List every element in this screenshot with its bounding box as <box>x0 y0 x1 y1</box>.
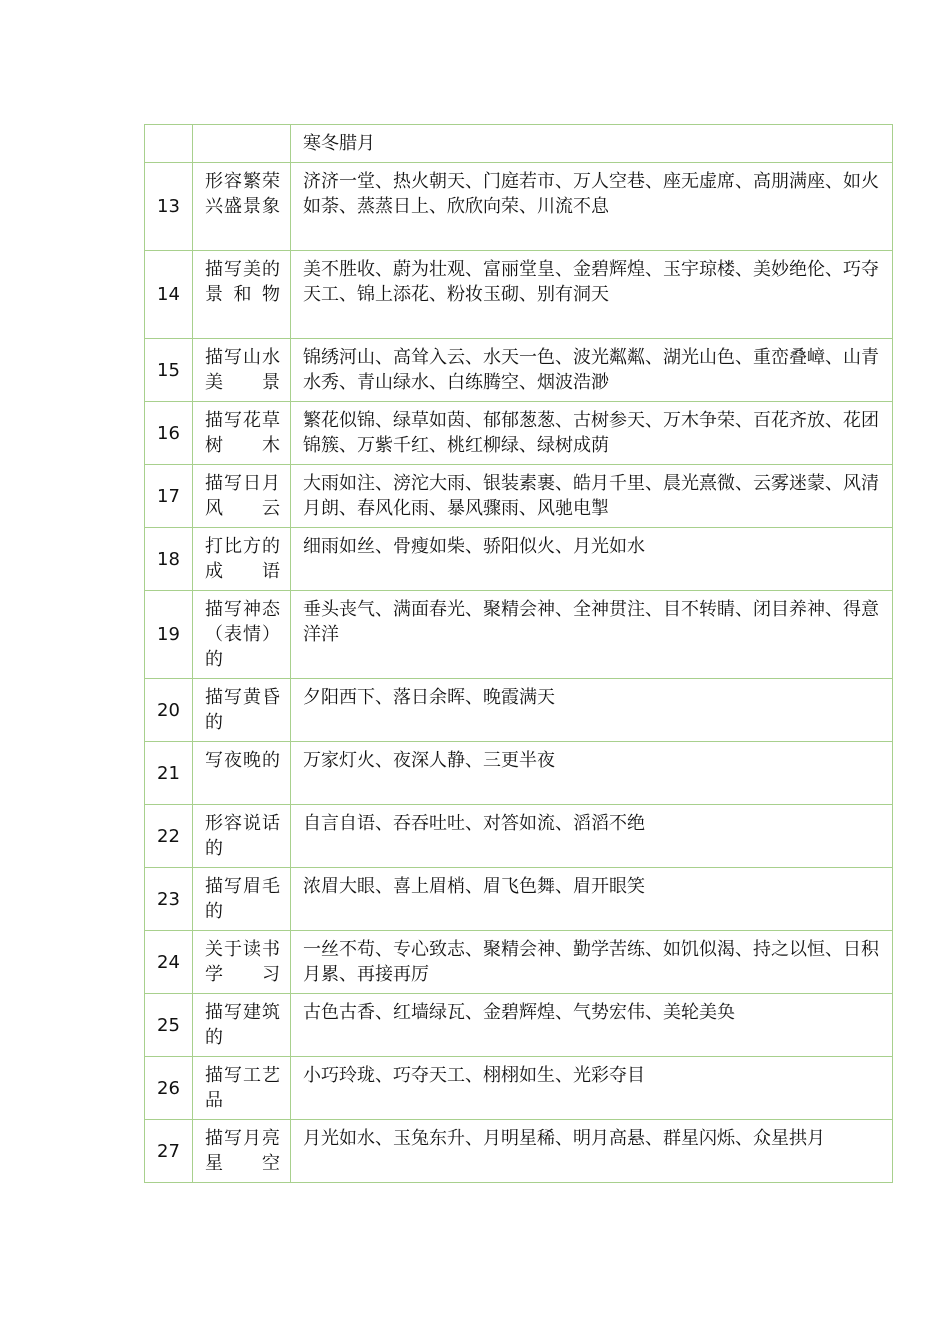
row-category: 描写建筑的 <box>193 994 291 1057</box>
row-content: 济济一堂、热火朝天、门庭若市、万人空巷、座无虚席、高朋满座、如火如荼、蒸蒸日上、欣欣向荣、川流不息 <box>291 163 893 251</box>
row-category: 写夜晚的 <box>193 742 291 805</box>
row-number: 21 <box>145 742 193 805</box>
row-content: 繁花似锦、绿草如茵、郁郁葱葱、古树参天、万木争荣、百花齐放、花团锦簇、万紫千红、桃红柳绿、绿树成荫 <box>291 402 893 465</box>
row-category: 描写山水美景 <box>193 339 291 402</box>
table-row <box>145 1120 893 1183</box>
row-number <box>145 125 193 163</box>
row-number: 17 <box>145 465 193 528</box>
table-row <box>145 994 893 1057</box>
row-content: 小巧玲珑、巧夺天工、栩栩如生、光彩夺目 <box>291 1057 893 1120</box>
table-row <box>145 125 893 163</box>
table-row <box>145 339 893 402</box>
row-content: 锦绣河山、高耸入云、水天一色、波光粼粼、湖光山色、重峦叠嶂、山青水秀、青山绿水、白练腾空、烟波浩渺 <box>291 339 893 402</box>
row-category: 描写花草树木 <box>193 402 291 465</box>
row-content: 古色古香、红墙绿瓦、金碧辉煌、气势宏伟、美轮美奂 <box>291 994 893 1057</box>
row-content: 垂头丧气、满面春光、聚精会神、全神贯注、目不转睛、闭目养神、得意洋洋 <box>291 591 893 679</box>
row-content: 浓眉大眼、喜上眉梢、眉飞色舞、眉开眼笑 <box>291 868 893 931</box>
row-number: 15 <box>145 339 193 402</box>
table-row <box>145 402 893 465</box>
row-category: 描写美的景和物 <box>193 251 291 339</box>
table-row <box>145 591 893 679</box>
row-content: 寒冬腊月 <box>291 125 893 163</box>
table-row <box>145 163 893 251</box>
row-content: 大雨如注、滂沱大雨、银装素裹、皓月千里、晨光熹微、云雾迷蒙、风清月朗、春风化雨、暴风骤雨、风驰电掣 <box>291 465 893 528</box>
row-number: 22 <box>145 805 193 868</box>
row-content: 夕阳西下、落日余晖、晚霞满天 <box>291 679 893 742</box>
row-category <box>193 125 291 163</box>
table-row <box>145 931 893 994</box>
row-category: 描写月亮星空 <box>193 1120 291 1183</box>
table-row <box>145 679 893 742</box>
row-number: 26 <box>145 1057 193 1120</box>
row-content: 自言自语、吞吞吐吐、对答如流、滔滔不绝 <box>291 805 893 868</box>
table-row <box>145 868 893 931</box>
table-row <box>145 251 893 339</box>
row-category: 描写黄昏的 <box>193 679 291 742</box>
row-number: 23 <box>145 868 193 931</box>
row-category: 形容繁荣兴盛景象 <box>193 163 291 251</box>
row-category: 关于读书学习 <box>193 931 291 994</box>
row-category: 描写工艺品 <box>193 1057 291 1120</box>
row-number: 25 <box>145 994 193 1057</box>
row-content: 美不胜收、蔚为壮观、富丽堂皇、金碧辉煌、玉宇琼楼、美妙绝伦、巧夺天工、锦上添花、粉妆玉砌、别有洞天 <box>291 251 893 339</box>
row-category: 描写神态（表情）的 <box>193 591 291 679</box>
table-row <box>145 528 893 591</box>
row-category: 描写眉毛的 <box>193 868 291 931</box>
row-number: 27 <box>145 1120 193 1183</box>
row-number: 20 <box>145 679 193 742</box>
row-category: 描写日月风云 <box>193 465 291 528</box>
table-row <box>145 805 893 868</box>
idiom-table <box>144 124 893 1183</box>
row-category: 形容说话的 <box>193 805 291 868</box>
row-content: 细雨如丝、骨瘦如柴、骄阳似火、月光如水 <box>291 528 893 591</box>
row-number: 13 <box>145 163 193 251</box>
table-row <box>145 1057 893 1120</box>
row-content: 月光如水、玉兔东升、月明星稀、明月高悬、群星闪烁、众星拱月 <box>291 1120 893 1183</box>
row-category: 打比方的成语 <box>193 528 291 591</box>
idiom-table-body <box>145 125 893 1183</box>
table-row <box>145 465 893 528</box>
row-content: 一丝不苟、专心致志、聚精会神、勤学苦练、如饥似渴、持之以恒、日积月累、再接再厉 <box>291 931 893 994</box>
row-content: 万家灯火、夜深人静、三更半夜 <box>291 742 893 805</box>
row-number: 14 <box>145 251 193 339</box>
row-number: 18 <box>145 528 193 591</box>
row-number: 24 <box>145 931 193 994</box>
row-number: 19 <box>145 591 193 679</box>
table-row <box>145 742 893 805</box>
row-number: 16 <box>145 402 193 465</box>
